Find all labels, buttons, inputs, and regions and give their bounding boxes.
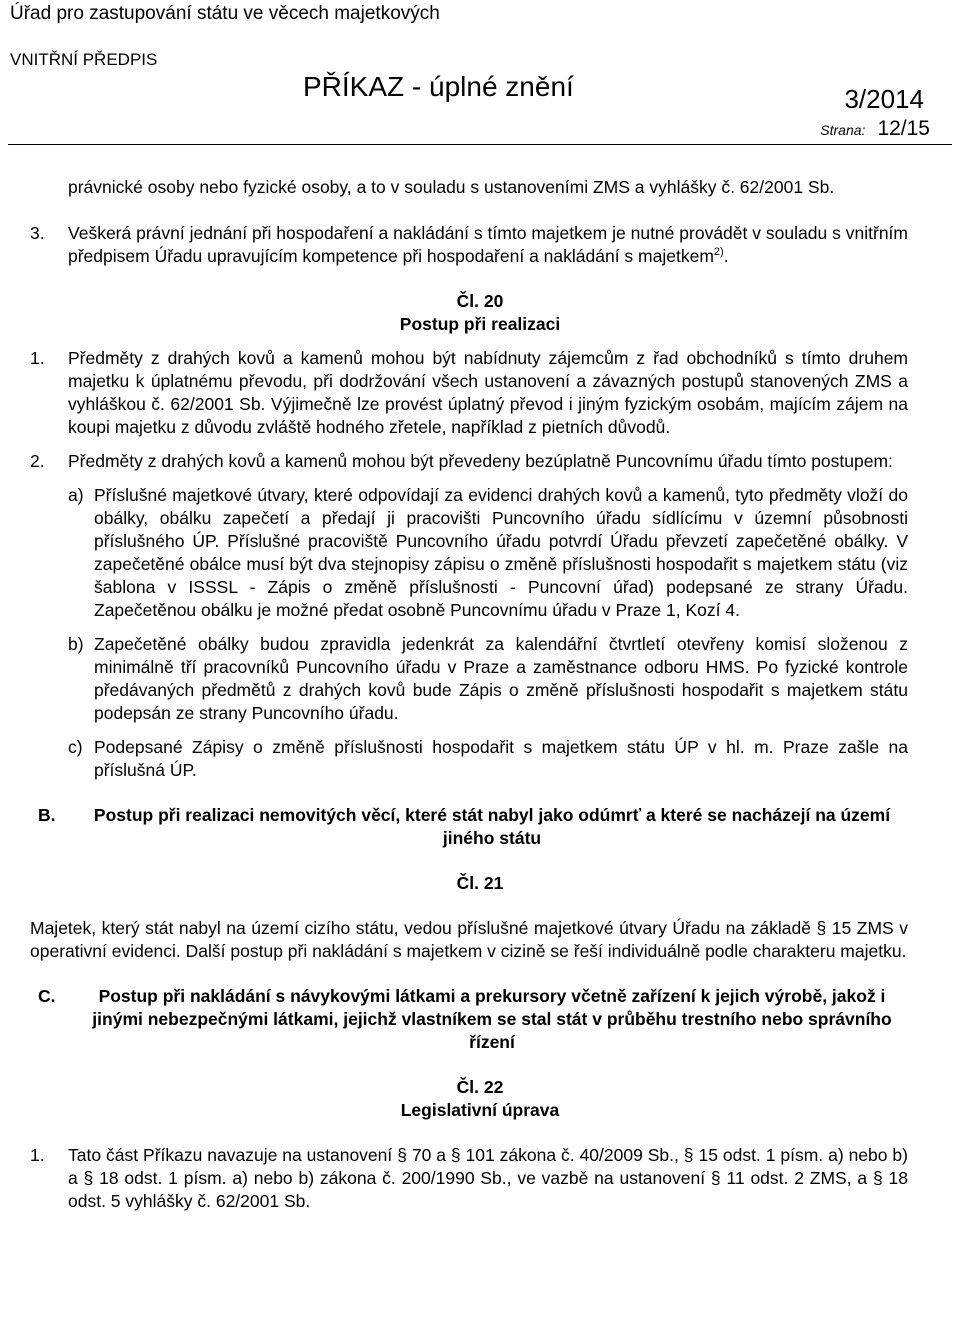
internal-regulation-label: VNITŘNÍ PŘEDPIS bbox=[10, 50, 158, 69]
sub-item-text: Příslušné majetkové útvary, které odpovídají za evidenci drahých kovů a kamenů, tyto předměty vloží do obálky, obálku zapečetí a předají ji pracovišti Puncovního úřadu sídlícímu v územní působnosti příslušného ÚP. Příslušné pracoviště Puncovního úřadu potvrdí Úřadu převzetí zapečetěné obálky. V zapečetěné obálce musí být dva stejnopisy zápisu o změně příslušnosti hospodařit s majetkem státu (viz šablona v ISSSL - Zápis o změně příslušnosti - Puncovní úřad) podepsané ze strany Úřadu. Zapečetěnou obálku je možné předat osobně Puncovnímu úřadu v Praze 1, Kozí 4. bbox=[94, 485, 908, 620]
article-20-para-2 bbox=[0, 450, 960, 473]
list-number: 1. bbox=[30, 1145, 45, 1165]
section-c-heading bbox=[0, 985, 960, 1054]
section-b-heading bbox=[0, 804, 960, 850]
paragraph-text: Předměty z drahých kovů a kamenů mohou být nabídnuty zájemcům z řad obchodníků s tímto druhem majetku k úplatnému převodu, při dodržování všech ustanovení a závazných postupů stanovených ZMS a vyhláškou č. 62/2001 Sb. Výjimečně lze provést úplatný převod i jiným fyzickým osobám, majícím zájem na koupi majetku z důvodu zvláště hodného zřetele, například z pietních důvodů. bbox=[68, 348, 908, 437]
sub-item-text: Podepsané Zápisy o změně příslušnosti hospodařit s majetkem státu ÚP v hl. m. Praze zašle na příslušná ÚP. bbox=[94, 737, 908, 780]
article-22-title: Čl. 22 bbox=[456, 1077, 504, 1097]
sub-item-a bbox=[0, 484, 960, 622]
article-20-title: Čl. 20 bbox=[456, 291, 504, 311]
section-title: Postup při nakládání s návykovými látkami a prekursory včetně zařízení k jejich výrobě, jakož i jinými nebezpečnými látkami, jejichž vlastníkem se stal stát v průběhu trestního nebo správního řízení bbox=[92, 986, 892, 1052]
sub-item-letter: c) bbox=[68, 737, 83, 757]
article-22-para-1 bbox=[0, 1144, 960, 1213]
page-label: Strana: bbox=[820, 122, 866, 138]
list-number: 2. bbox=[30, 451, 45, 471]
article-20-para-1 bbox=[0, 347, 960, 439]
header-divider bbox=[8, 144, 952, 145]
article-22-subtitle: Legislativní úprava bbox=[400, 1100, 560, 1120]
list-item-3: 3. Veškerá právní jednání při hospodaření a nakládání s tímto majetkem je nutné provádět v souladu s vnitřním předpisem Úřadu upravujícím kompetence při hospodaření a nakládání s majetkem$^{2)}$. bbox=[30, 223, 908, 266]
office-name: Úřad pro zastupování státu ve věcech majetkových bbox=[10, 3, 440, 24]
list-item-text: Veškerá právní jednání při hospodaření a nakládání s tímto majetkem je nutné provádět v souladu s vnitřním předpisem Úřadu upravujícím kompetence při hospodaření a nakládání s majetkem bbox=[68, 223, 908, 266]
paragraph-text: Tato část Příkazu navazuje na ustanovení § 70 a § 101 zákona č. 40/2009 Sb., § 15 odst. 1 písm. a) nebo b) a § 18 odst. 1 písm. a) nebo b) zákona č. 200/1990 Sb., ve vazbě na ustanovení § 11 odst. 2 ZMS, a § 18 odst. 5 vyhlášky č. 62/2001 Sb. bbox=[68, 1145, 908, 1211]
document-number: 3/2014 bbox=[844, 84, 924, 114]
section-letter: C. bbox=[38, 986, 56, 1006]
section-title: Postup při realizaci nemovitých věcí, které stát nabyl jako odúmrť a které se nacházejí na území jiného státu bbox=[93, 805, 891, 848]
article-21-text: Majetek, který stát nabyl na území cizího státu, vedou příslušné majetkové útvary Úřadu na základě § 15 ZMS v operativní evidenci. Další postup při nakládání s majetkem v cizině se řeší individuálně podle charakteru majetku. bbox=[30, 918, 908, 961]
list-number: 3. bbox=[30, 223, 45, 243]
page-value: 12/15 bbox=[877, 117, 930, 140]
sub-item-b bbox=[0, 633, 960, 725]
sub-item-c bbox=[0, 736, 960, 782]
document-body bbox=[0, 176, 960, 1213]
document-type: PŘÍKAZ - úplné znění bbox=[303, 71, 574, 102]
footnote-ref: 2) bbox=[713, 246, 724, 259]
article-20-subtitle: Postup při realizaci bbox=[399, 314, 561, 334]
article-21-title: Čl. 21 bbox=[456, 873, 504, 893]
paragraph-text: Předměty z drahých kovů a kamenů mohou být převedeny bezúplatně Puncovnímu úřadu tímto postupem: bbox=[68, 451, 893, 471]
sub-item-text: Zapečetěné obálky budou zpravidla jedenkrát za kalendářní čtvrtletí otevřeny komisí složenou z minimálně tří pracovníků Puncovního úřadu v Praze a zaměstnance odboru HMS. Po fyzické kontrole předávaných předmětů z drahých kovů bude Zápis o změně příslušnosti hospodařit s majetkem státu podepsán ze strany Puncovního úřadu. bbox=[94, 634, 908, 723]
sub-item-letter: b) bbox=[68, 634, 84, 654]
continued-paragraph: právnické osoby nebo fyzické osoby, a to v souladu s ustanoveními ZMS a vyhlášky č. 62/2001 Sb. bbox=[68, 177, 835, 197]
page-indicator bbox=[820, 117, 930, 141]
section-letter: B. bbox=[38, 805, 56, 825]
sub-item-letter: a) bbox=[68, 485, 84, 505]
list-number: 1. bbox=[30, 348, 45, 368]
